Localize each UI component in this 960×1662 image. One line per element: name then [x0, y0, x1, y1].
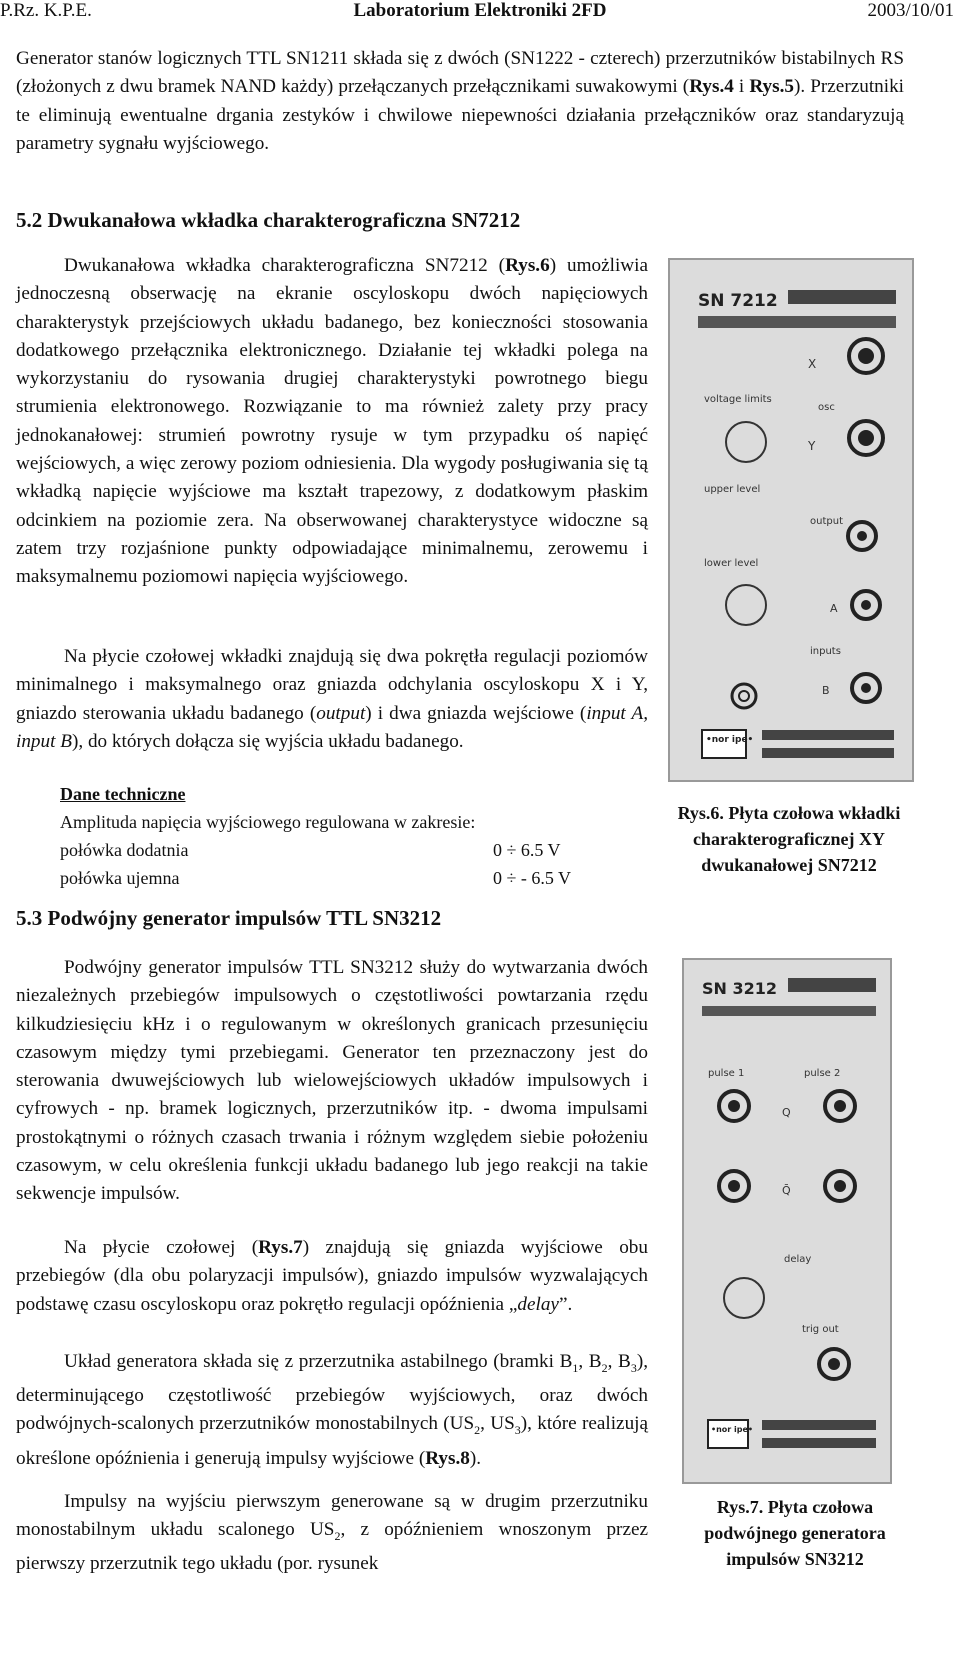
bnc-socket-pulse2-qbar — [825, 1171, 855, 1201]
svg-text:pulse 2: pulse 2 — [804, 1068, 841, 1079]
section-5-3-heading: 5.3 Podwójny generator impulsów TTL SN3212 — [16, 906, 442, 930]
lamp-indicator — [732, 684, 756, 708]
bnc-socket-pulse1-q — [719, 1091, 749, 1121]
figure-7-caption: Rys.7. Płyta czołowa podwójnego generatora impulsów SN3212 — [704, 1497, 886, 1569]
panel-label-strip — [702, 1006, 876, 1016]
svg-text:osc: osc — [818, 402, 835, 413]
bnc-socket-input-a — [852, 591, 880, 619]
section-5-3-paragraph-3: Układ generatora składa się z przerzutnika astabilnego (bramki $B_1$, $B_2$, $B_3$), determinującego częstotliwość przebiegów wyjściowych, oraz dwóch podwójnych-scalonych przerzutników monostabilnych ($US_2$, $US_3$), które realizują określone opóźnienia i generują impulsy wyjściowe (Rys.8). — [16, 1351, 649, 1469]
svg-text:Y: Y — [808, 439, 816, 453]
svg-text:•nor ipe•: •nor ipe• — [706, 735, 754, 745]
svg-text:Q̄: Q̄ — [782, 1184, 791, 1197]
section-5-3-paragraph-4: Impulsy na wyjściu pierwszym generowane są w drugim przerzutniku monostabilnym układu scalonego $US_2$, z opóźnieniem wnoszonym przez pierwszy przerzutnik tego układu (por. rysunek — [16, 1491, 648, 1575]
svg-text:output: output — [810, 516, 843, 527]
specs-title: Dane techniczne — [60, 784, 186, 804]
panel-label-strip — [788, 290, 896, 304]
panel-label-strip — [762, 1438, 876, 1448]
bnc-socket-x — [849, 339, 883, 373]
specs-line: Amplituda napięcia wyjściowego regulowana w zakresie: — [60, 812, 476, 832]
bnc-socket-pulse1-qbar — [719, 1171, 749, 1201]
svg-text:X: X — [808, 357, 817, 371]
header-title: Laboratorium Elektroniki 2FD — [353, 0, 607, 21]
svg-text:B: B — [822, 684, 830, 697]
svg-text:pulse 1: pulse 1 — [708, 1068, 745, 1079]
svg-text:voltage limits: voltage limits — [704, 394, 772, 405]
panel-sn3212-image — [682, 958, 892, 1484]
svg-text:lower level: lower level — [704, 558, 759, 569]
bnc-socket-input-b — [852, 674, 880, 702]
panel-model-label: SN 7212 — [698, 291, 778, 311]
section-5-2-paragraph-1: Dwukanałowa wkładka charakterograficzna SN7212 (Rys.6) umożliwia jednoczesną obserwację na ekranie oscyloskopu dwóch napięciowych charakterystyk przejściowych układu badanego, bez konieczności stosowania dodatkowego przełącznika elektronicznego. Działanie tej wkładki polega na wykorzystaniu do rysowania drugiej charakterystyki powrotnego biegu strumienia elektronowego. Rozwiązanie to ma również zalety przy pracy jednokanałowej: strumień powrotny rysuje w tym przypadku oś napięć wejściowych, a więc zerowy poziom odniesienia. Dla wygody posługiwania się tą wkładką napięcie wyjściowe ma kształt trapezowy, z dodatkowym płaskim odcinkiem na poziomie zera. Na obserwowanej charakterystyce widoczne są zatem trzy rozjaśnione punkty odpowiadające minimalnemu, zerowemu i maksymalnemu poziomowi napięcia wyjściowego. — [16, 255, 648, 588]
knob-delay — [724, 1278, 764, 1318]
panel-sn7212-image — [668, 258, 914, 782]
bnc-socket-trig-out — [819, 1349, 849, 1379]
header-left: P.Rz. K.P.E. — [0, 0, 92, 21]
intro-paragraph: Generator stanów logicznych TTL SN1211 składa się z dwóch (SN1222 - czterech) przerzutników bistabilnych RS (złożonych z dwu bramek NAND każdy) przełączanych przełącznikami suwakowymi (Rys.4 i Rys.5). Przerzutniki te eliminują ewentualne drgania zestyków i chwilowe niepewności działania przełączników oraz standaryzują parametry sygnału wyjściowego. — [16, 48, 904, 154]
technical-data — [60, 780, 620, 892]
svg-text:Q: Q — [782, 1106, 791, 1119]
section-5-3-paragraph-1: Podwójny generator impulsów TTL SN3212 służy do wytwarzania dwóch niezależnych przebiegów impulsowych o częstotliwości powtarzania rzędu kilkudziesięciu kHz i o regulowanym w określonych granicach przesunięciu czasowym między tymi przebiegami. Generator ten przeznaczony jest do sterowania dwuwejściowych lub wielowejściowych układów impulsowych i cyfrowych - np. bramek logicznych, przerzutników itp. - dwoma impulsami prostokątnymi o różnych czasach trwania i różnym względem siebie położeniu czasowym, w celu określenia funkcji układu badanego lub jego reakcji na takie sekwencje impulsów. — [16, 957, 648, 1205]
spec-row: połówka dodatnia 0 ÷ 6.5 V — [60, 840, 561, 860]
panel-label-strip — [762, 748, 894, 758]
svg-text:upper level: upper level — [704, 484, 761, 495]
svg-text:delay: delay — [784, 1254, 812, 1265]
panel-label-strip — [762, 1420, 876, 1430]
bnc-socket-pulse2-q — [825, 1091, 855, 1121]
panel-model-label: SN 3212 — [702, 979, 778, 998]
panel-label-strip — [788, 978, 876, 992]
knob-upper-level — [726, 422, 766, 462]
panel-label-strip — [762, 730, 894, 740]
svg-text:inputs: inputs — [810, 646, 841, 657]
panel-label-strip — [698, 316, 896, 328]
svg-text:•nor ipe•: •nor ipe• — [711, 1425, 754, 1434]
bnc-socket-y — [849, 421, 883, 455]
bnc-socket-output — [848, 522, 876, 550]
header-date: 2003/10/01 — [867, 0, 954, 21]
section-5-2-heading: 5.2 Dwukanałowa wkładka charakterograficzna SN7212 — [16, 208, 521, 232]
spec-row: połówka ujemna 0 ÷ - 6.5 V — [60, 868, 572, 888]
svg-text:trig out: trig out — [802, 1324, 839, 1335]
knob-lower-level — [726, 585, 766, 625]
section-5-2-paragraph-2: Na płycie czołowej wkładki znajdują się dwa pokrętła regulacji poziomów minimalnego i maksymalnego oraz gniazda odchylania oscyloskopu X i Y, gniazdo sterowania układu badanego (output) i dwa gniazda wejściowe (input A, input B), do których dołącza się wyjścia układu badanego. — [16, 646, 648, 752]
svg-text:A: A — [830, 602, 838, 615]
section-5-3-paragraph-2: Na płycie czołowej (Rys.7) znajdują się gniazda wyjściowe obu przebiegów (dla obu polaryzacji impulsów), gniazdo impulsów wyzwalających podstawę czasu oscyloskopu oraz pokrętło regulacji opóźnienia „delay”. — [16, 1237, 648, 1315]
figure-6-caption: Rys.6. Płyta czołowa wkładki charakterograficznej XY dwukanałowej SN7212 — [677, 803, 901, 875]
